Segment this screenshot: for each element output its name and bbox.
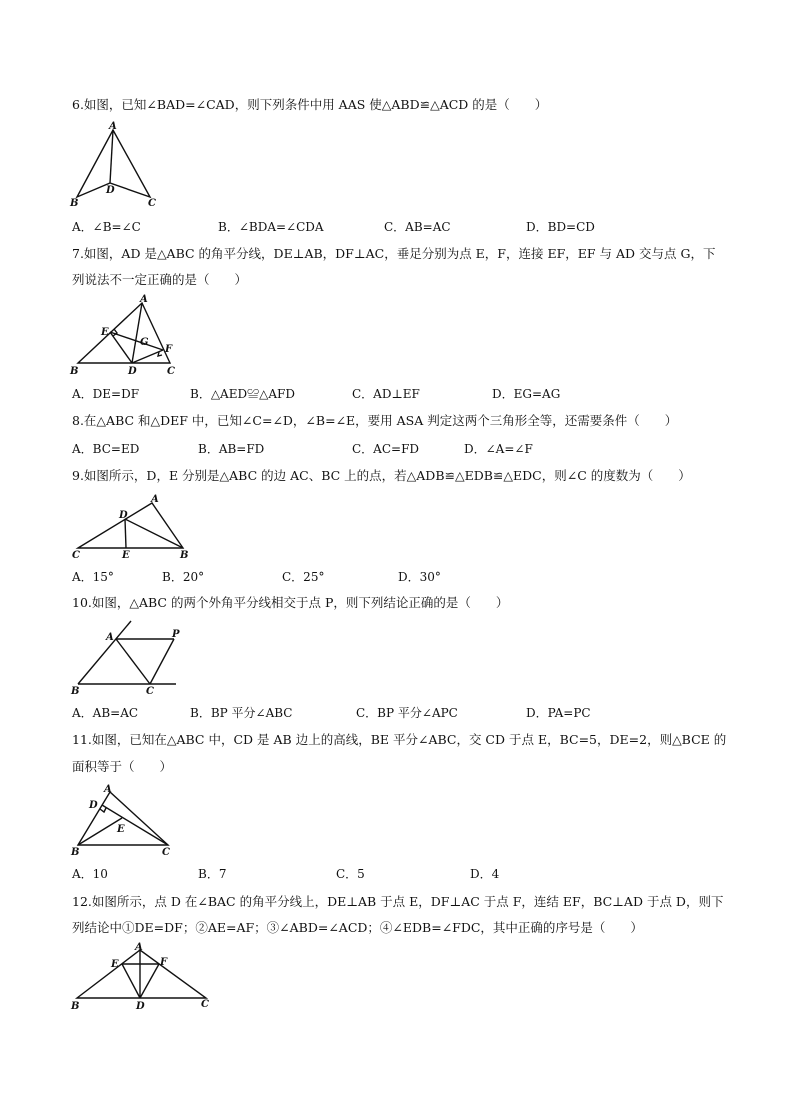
q7-label-f: F — [165, 344, 173, 355]
q7-label-e: E — [101, 327, 109, 338]
q7-option-b: B．△AED≌△AFD — [190, 387, 295, 401]
q7-option-c: C．AD⊥EF — [352, 387, 420, 401]
q12-figure — [70, 942, 220, 1014]
q7-right-angle-f — [158, 352, 162, 356]
q11-option-c: C．5 — [336, 867, 365, 881]
q7-segment-de — [110, 332, 132, 363]
q11-label-e: E — [117, 824, 125, 835]
q10-label-c: C — [146, 686, 154, 697]
q6-label-d: D — [106, 185, 115, 196]
q6-option-c: C．AB=AC — [384, 220, 451, 234]
q6-option-a: A．∠B=∠C — [72, 220, 141, 234]
q6-option-b: B．∠BDA=∠CDA — [218, 220, 324, 234]
q7-label-b: B — [70, 366, 79, 377]
q10-label-p: P — [172, 629, 180, 640]
q12-segment-ed — [122, 964, 140, 998]
q12-label-a: A — [135, 942, 143, 953]
q11-segment-be — [78, 818, 122, 845]
q9-segment-db — [125, 519, 183, 548]
q7-segment-ad — [132, 303, 142, 363]
q7-triangle — [78, 303, 170, 363]
q6-segment-ad — [110, 130, 113, 183]
q12-segment-fd — [140, 964, 159, 998]
q12-label-c: C — [201, 999, 209, 1010]
q9-figure — [70, 490, 195, 565]
q7-label-a: A — [140, 294, 148, 305]
q8-option-a: A．BC=ED — [72, 442, 140, 456]
q9-label-c: C — [72, 550, 80, 561]
q12-label-d: D — [136, 1001, 145, 1012]
q8-option-c: C．AC=FD — [352, 442, 420, 456]
q11-stem-line1: 11.如图，已知在△ABC 中，CD 是 AB 边上的高线，BE 平分∠ABC，交 CD 于点 E，BC=5，DE=2，则△BCE 的 — [72, 732, 727, 747]
q12-label-f: F — [160, 957, 168, 968]
q8-option-b: B．AB=FD — [198, 442, 265, 456]
q9-option-d: D．30° — [398, 570, 441, 584]
q12-label-b: B — [71, 1001, 80, 1012]
q10-option-a: A．AB=AC — [72, 706, 139, 720]
q10-line-ba-extended — [78, 621, 131, 684]
q9-label-a: A — [151, 494, 159, 505]
q10-segment-ac — [116, 639, 150, 684]
q10-stem: 10.如图，△ABC 的两个外角平分线相交于点 P，则下列结论正确的是（ ） — [72, 595, 509, 610]
q9-segment-de — [125, 519, 126, 548]
q10-option-d: D．PA=PC — [526, 706, 591, 720]
q6-figure — [70, 120, 160, 210]
q7-label-c: C — [167, 366, 175, 377]
q11-label-d: D — [89, 800, 98, 811]
q11-label-c: C — [162, 847, 170, 858]
q8-stem: 8.在△ABC 和△DEF 中，已知∠C=∠D，∠B=∠E，要用 ASA 判定这两个三角形全等，还需要条件（ ） — [72, 413, 678, 428]
q11-label-a: A — [104, 784, 112, 795]
q11-label-b: B — [71, 847, 80, 858]
q6-stem: 6.如图，已知∠BAD=∠CAD，则下列条件中用 AAS 使△ABD≌△ACD 的是（ ） — [72, 97, 548, 112]
q10-label-b: B — [71, 686, 80, 697]
q7-option-d: D．EG=AG — [492, 387, 561, 401]
q9-option-b: B．20° — [162, 570, 205, 584]
q12-triangle — [77, 950, 206, 998]
q7-label-d: D — [128, 366, 137, 377]
q8-option-d: D．∠A=∠F — [464, 442, 533, 456]
q9-label-b: B — [180, 550, 189, 561]
q11-stem-line2: 面积等于（ ） — [72, 759, 173, 774]
q9-stem: 9.如图所示，D，E 分别是△ABC 的边 AC、BC 上的点，若△ADB≌△EDB≌△EDC，则∠C 的度数为（ ） — [72, 468, 691, 483]
q11-right-angle-d — [100, 808, 106, 812]
q6-label-c: C — [148, 198, 156, 209]
q7-option-a: A．DE=DF — [72, 387, 140, 401]
q12-stem-line1: 12.如图所示，点 D 在∠BAC 的角平分线上，DE⊥AB 于点 E，DF⊥AC 于点 F，连结 EF，BC⊥AD 于点 D，则下 — [72, 894, 724, 909]
q10-option-b: B．BP 平分∠ABC — [190, 706, 293, 720]
q9-option-a: A．15° — [72, 570, 114, 584]
q7-stem-line2: 列说法不一定正确的是（ ） — [72, 272, 248, 287]
q12-label-e: E — [111, 959, 119, 970]
q7-label-g: G — [140, 337, 149, 348]
q7-figure — [70, 295, 180, 380]
q9-label-d: D — [119, 510, 128, 521]
q6-label-a: A — [109, 121, 117, 132]
q11-option-d: D．4 — [470, 867, 500, 881]
q9-triangle — [78, 503, 183, 548]
q9-option-c: C．25° — [282, 570, 325, 584]
q11-figure — [70, 782, 180, 864]
q6-label-b: B — [70, 198, 79, 209]
q10-option-c: C．BP 平分∠APC — [356, 706, 458, 720]
q11-option-a: A．10 — [72, 867, 108, 881]
q10-figure — [70, 618, 185, 700]
q6-option-d: D．BD=CD — [526, 220, 595, 234]
q10-segment-pc — [150, 639, 174, 684]
q12-stem-line2: 列结论中①DE=DF；②AE=AF；③∠ABD=∠ACD；④∠EDB=∠FDC，其中正确的序号是（ ） — [72, 920, 643, 935]
q7-stem-line1: 7.如图，AD 是△ABC 的角平分线，DE⊥AB，DF⊥AC，垂足分别为点 E，F，连接 EF，EF 与 AD 交与点 G，下 — [72, 246, 716, 261]
q10-label-a: A — [106, 632, 114, 643]
q11-option-b: B．7 — [198, 867, 227, 881]
q9-label-e: E — [122, 550, 130, 561]
